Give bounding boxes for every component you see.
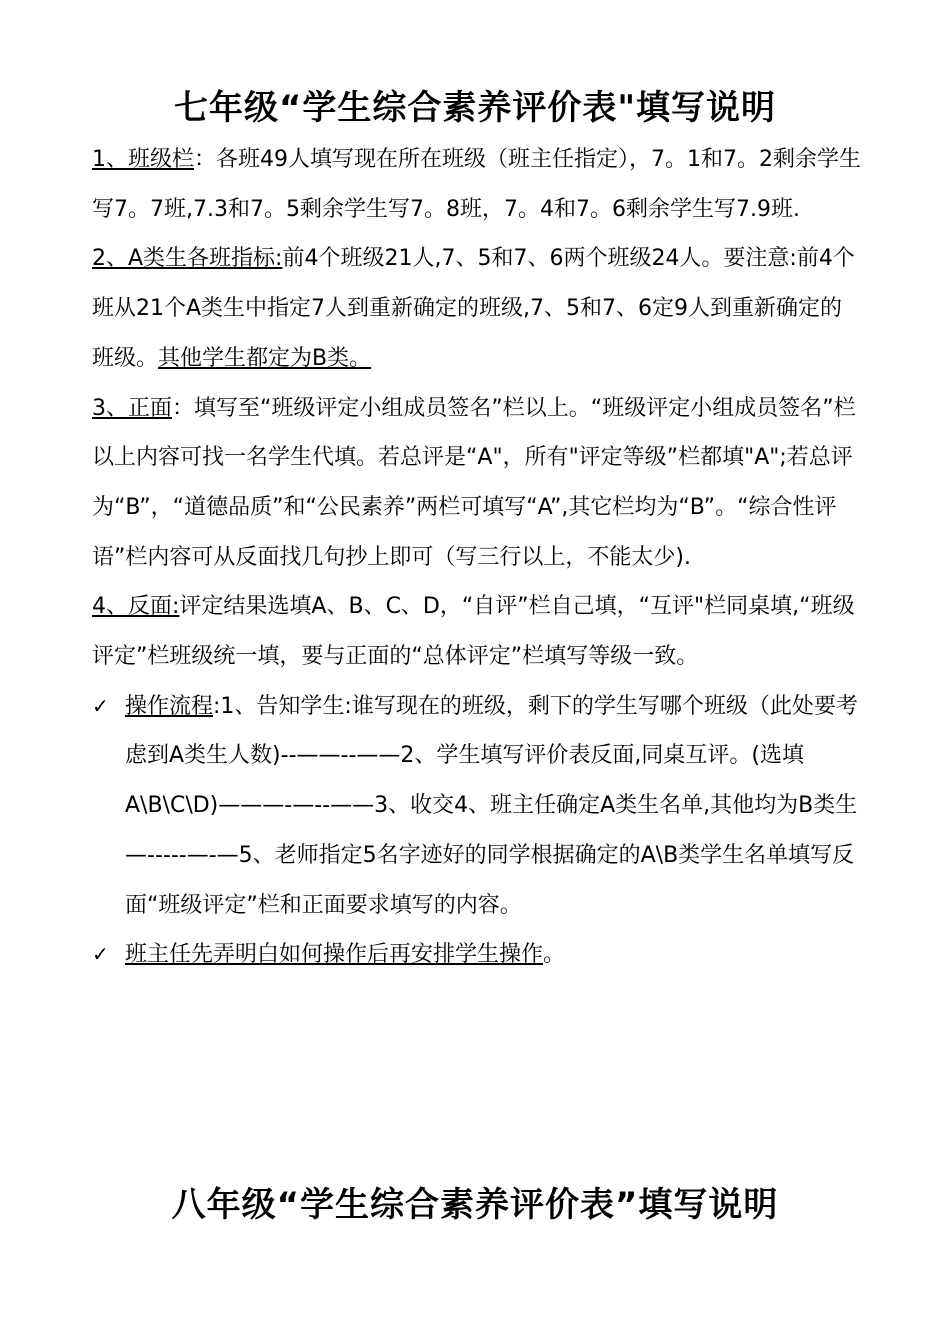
check-icon: ✓ — [92, 942, 109, 967]
instructions-body — [92, 135, 862, 980]
section-label: 1、班级栏 — [92, 147, 194, 172]
section-back-side: 4、反面:评定结果选填A、B、C、D，“自评”栏自己填，“互评"栏同桌填,“班级评定”栏班级统一填，要与正面的“总体评定”栏填写等级一致。 — [92, 594, 855, 670]
bullet-label: 操作流程 — [125, 693, 214, 719]
page-title-grade8: 八年级“学生综合素养评价表”填写说明 — [171, 1185, 779, 1225]
section-label: 2、A类生各班指标: — [92, 246, 283, 272]
check-icon: ✓ — [92, 693, 109, 718]
section-class-column: 1、班级栏：各班49人填写现在所在班级（班主任指定），7。1和7。2剩余学生写7。7班,7.3和7。5剩余学生写7。8班，7。4和7。6剩余学生写7.9班. — [92, 147, 861, 222]
section-label: 3、正面 — [92, 395, 172, 421]
section-a-quota: 2、A类生各班指标:前4个班级21人,7、5和7、6两个班级24人。要注意:前4个班从21个A类生中指定7人到重新确定的班级,7、5和7、6定9人到重新确定的班级。其他学生都定为B类。 — [92, 246, 855, 371]
bullet-teacher-note: ✓ 班主任先弄明白如何操作后再安排学生操作。 — [92, 930, 862, 980]
underlined-note: 其他学生都定为B类。 — [158, 345, 372, 371]
section-label: 4、反面: — [92, 594, 180, 620]
bullet-procedure: ✓ 操作流程:1、告知学生:谁写现在的班级，剩下的学生写哪个班级（此处要考虑到A类生人数)--——--——2、学生填写评价表反面,同桌互评。(选填A\B\C\D)———-—--——3、收交4、班主任确定A类生名单,其他均为B类生—-----—-—5、老师指定5名字迹好的同学根据确定的A\B类学生名单填写反面“班级评定”栏和正面要求填写的内容。 — [92, 682, 862, 931]
page-title-grade7: 七年级“学生综合素养评价表"填写说明 — [173, 88, 777, 128]
bullet-label: 班主任先弄明白如何操作后再安排学生操作 — [125, 942, 544, 968]
section-front-side: 3、正面：填写至“班级评定小组成员签名”栏以上。“班级评定小组成员签名”栏以上内容可找一名学生代填。若总评是“A"，所有"评定等级”栏都填"A";若总评为“B”，“道德品质”和“公民素养”两栏可填写“A”,其它栏均为“B”。“综合性评语”栏内容可从反面找几句抄上即可（写三行以上，不能太少). — [92, 395, 856, 570]
